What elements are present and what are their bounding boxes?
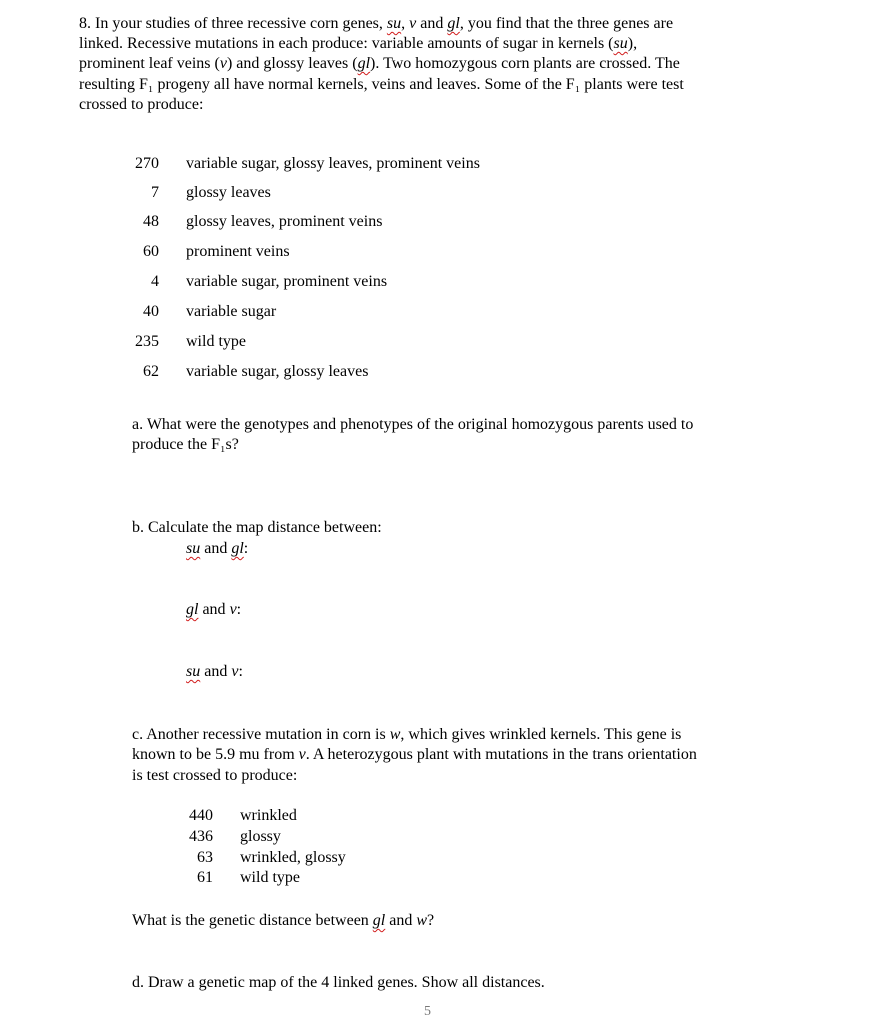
- question-b-gl-v: gl and v:: [186, 601, 242, 618]
- question-b-su-v: su and v:: [186, 663, 243, 680]
- progeny-phenotype: variable sugar, glossy leaves: [186, 363, 369, 380]
- progeny-count: 436: [189, 828, 213, 845]
- progeny-phenotype: variable sugar, prominent veins: [186, 273, 388, 290]
- progeny-count: 62: [143, 363, 159, 380]
- intro-line-2: linked. Recessive mutations in each produce: variable amounts of sugar in kernels (su),: [79, 35, 638, 52]
- intro-line-3: prominent leaf veins (v) and glossy leaves (gl). Two homozygous corn plants are crossed. The: [79, 55, 680, 72]
- progeny-phenotype: wrinkled: [240, 807, 297, 824]
- progeny-phenotype: wild type: [240, 869, 300, 886]
- progeny-count: 235: [135, 333, 159, 350]
- progeny-count: 40: [143, 303, 159, 320]
- progeny-count: 270: [135, 155, 159, 172]
- progeny-phenotype: variable sugar: [186, 303, 277, 320]
- progeny-phenotype: glossy: [240, 828, 281, 845]
- question-c-line-3: is test crossed to produce:: [132, 767, 298, 784]
- progeny-count: 63: [197, 849, 213, 866]
- progeny-count: 48: [143, 213, 159, 230]
- page-number: 5: [424, 1004, 431, 1019]
- progeny-count: 60: [143, 243, 159, 260]
- question-b-prompt: b. Calculate the map distance between:: [132, 519, 382, 536]
- question-d: d. Draw a genetic map of the 4 linked genes. Show all distances.: [132, 974, 545, 991]
- progeny-phenotype: wild type: [186, 333, 246, 350]
- intro-line-4: resulting F₁ progeny all have normal kernels, veins and leaves. Some of the F₁ plants were test: [79, 76, 684, 93]
- progeny-phenotype: wrinkled, glossy: [240, 849, 346, 866]
- progeny-count: 4: [151, 273, 159, 290]
- progeny-count: 440: [189, 807, 213, 824]
- intro-line-1: 8. In your studies of three recessive corn genes, su, v and gl, you find that the three genes are: [79, 15, 674, 32]
- question-a-line-1: a. What were the genotypes and phenotypes of the original homozygous parents used to: [132, 416, 694, 433]
- progeny-phenotype: prominent veins: [186, 243, 290, 260]
- progeny-phenotype: glossy leaves, prominent veins: [186, 213, 383, 230]
- question-c-followup: What is the genetic distance between gl and w?: [132, 912, 435, 929]
- question-b-su-gl: su and gl:: [186, 540, 249, 557]
- question-a-line-2: produce the F₁s?: [132, 436, 239, 453]
- intro-line-5: crossed to produce:: [79, 96, 204, 113]
- progeny-count: 7: [151, 184, 159, 201]
- progeny-phenotype: glossy leaves: [186, 184, 271, 201]
- progeny-phenotype: variable sugar, glossy leaves, prominent veins: [186, 155, 480, 172]
- question-c-line-2: known to be 5.9 mu from v. A heterozygous plant with mutations in the trans orientation: [132, 746, 697, 763]
- question-c-line-1: c. Another recessive mutation in corn is w, which gives wrinkled kernels. This gene is: [132, 726, 682, 743]
- progeny-count: 61: [197, 869, 213, 886]
